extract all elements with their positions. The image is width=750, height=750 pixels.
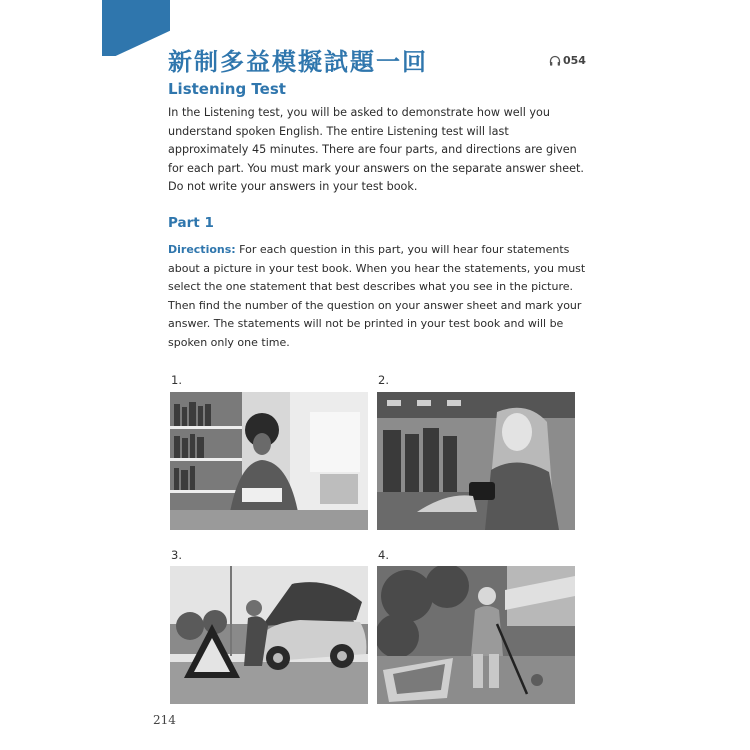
directions-text: For each question in this part, you will hear four statements about a picture in your test book. When you hear the statements, you must select the one statement that best describes what you see in the picture. Then find the number of the question on your answer sheet and mark your answer. The statements will not be printed in your test book and will be spoken only one time. — [168, 243, 586, 349]
question-number: 1. — [171, 373, 182, 387]
question-number: 3. — [171, 548, 182, 562]
question-photo-2 — [377, 392, 575, 530]
part-title: Part 1 — [168, 215, 214, 231]
question-number: 4. — [378, 548, 389, 562]
audio-track-number: 054 — [563, 54, 586, 67]
directions-label: Directions: — [168, 243, 236, 256]
intro-paragraph: In the Listening test, you will be asked to demonstrate how well you understand spoken English. The entire Listening test will last approximately 45 minutes. There are four parts, and directions are given for each part. You must mark your answers on the separate answer sheet. Do not write your answers in your test book. — [168, 106, 584, 194]
audio-track-badge — [549, 54, 586, 67]
directions-paragraph — [168, 241, 586, 353]
question-photo-4 — [377, 566, 575, 704]
headphones-icon — [549, 55, 561, 67]
question-photo-3 — [170, 566, 368, 704]
question-number: 2. — [378, 373, 389, 387]
section-title: Listening Test — [168, 80, 286, 98]
page-title: 新制多益模擬試題一回 — [168, 48, 428, 76]
page-number: 214 — [153, 713, 176, 727]
question-photo-1 — [170, 392, 368, 530]
corner-tab — [102, 0, 170, 56]
